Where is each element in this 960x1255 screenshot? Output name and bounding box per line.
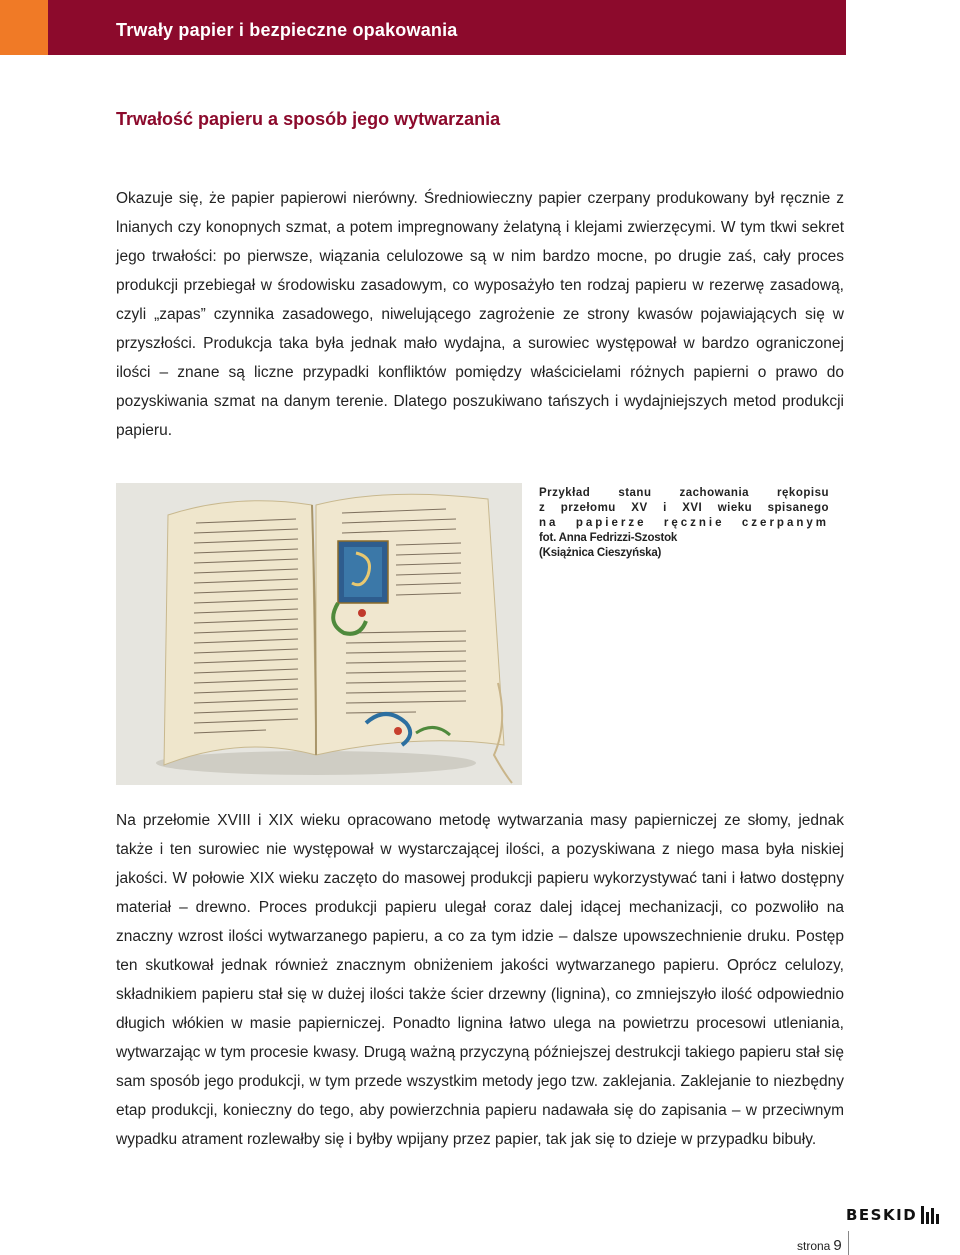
manuscript-illustration xyxy=(116,483,522,785)
beskid-logo xyxy=(846,1204,941,1226)
caption-credit: fot. Anna Fedrizzi-Szostok xyxy=(539,532,678,544)
paragraph-intro: Okazuje się, że papier papierowi nierówny. Średniowieczny papier czerpany produkowany był ręcznie z lnianych czy konopnych szmat, a potem impregnowany żelatyną i klejami zwierzęcymi. W tym tkwi sekret jego trwałości: po pierwsze, wiązania celulozowe są w nim bardzo mocne, po drugie zaś, cały proces produkcji przebiegał w środowisku zasadowym, co wyposażyło ten rodzaj papieru w rezerwę zasadową, czyli „zapas” czynnika zasadowego, niwelującego zagrożenie ze strony kwasów pojawiających się w przyszłości. Produkcja taka była jednak mało wydajna, a surowiec występował w bardzo ograniczonej ilości – znane są liczne przypadki konfliktów pomiędzy właścicielami różnych papierni o prawo do pozyskiwania szmat na danym terenie. Dlatego poszukiwano tańszych i wydajniejszych metod produkcji papieru. xyxy=(116,190,844,439)
header-band xyxy=(0,0,846,55)
page-header-title: Trwały papier i bezpieczne opakowania xyxy=(116,20,458,40)
caption-line-2: z przełomu XV i XVI wieku spisanego xyxy=(539,502,829,514)
header-accent xyxy=(0,0,48,55)
section-title: Trwałość papieru a sposób jego wytwarzania xyxy=(116,109,501,129)
paragraph-history: Na przełomie XVIII i XIX wieku opracowano metodę wytwarzania masy papierniczej ze słomy, jednak także i ten surowiec nie występował w wystarczającej ilości, a pozyskiwana z niego masa była niskiej jakości. W połowie XIX wieku zaczęto do masowej produkcji papieru wykorzystywać tani i łatwo dostępny materiał – drewno. Proces produkcji papieru ulegał coraz dalej idącej mechanizacji, co pozwoliło na znaczny wzrost ilości wytwarzanego papieru, a co za tym idzie – dalsze upowszechnienie druku. Postęp ten skutkował jednak również znacznym obniżeniem jakości wytwarzanego papieru. Oprócz celulozy, składnikiem papieru stał się w dużej ilości także ścier drzewny (lignina), co zmniejszyło ilość odpowiednio długich włókien w masie papierniczej. Ponadto lignina łatwo ulega na powietrzu procesowi utleniania, wytwarzając w tym procesie kwasy. Drugą ważną przyczyną późniejszej destrukcji takiego papieru stał się sam sposób jego produkcji, w tym przede wszystkim metody jego tzw. zaklejania. Zaklejanie to niezbędny etap produkcji, konieczny do tego, aby powierzchnia papieru nadawała się do zapisania – w przeciwnym wypadku atrament rozlewałby się i byłby wpijany przez papier, tak jak się to dzieje w przypadku bibuły. xyxy=(116,812,844,1148)
manuscript-photo xyxy=(116,483,522,785)
page-number xyxy=(797,1237,842,1254)
caption-line-3: na papierze ręcznie czerpanym xyxy=(539,517,829,529)
logo-text: BESKID xyxy=(846,1206,918,1224)
page-label: strona xyxy=(797,1239,831,1253)
photo-caption xyxy=(539,486,829,561)
logo-bars-icon xyxy=(921,1206,941,1224)
footer-divider xyxy=(848,1231,849,1255)
caption-source: (Książnica Cieszyńska) xyxy=(539,547,662,559)
caption-line-1: Przykład stanu zachowania rękopisu xyxy=(539,487,829,499)
page-number-value: 9 xyxy=(833,1237,842,1254)
